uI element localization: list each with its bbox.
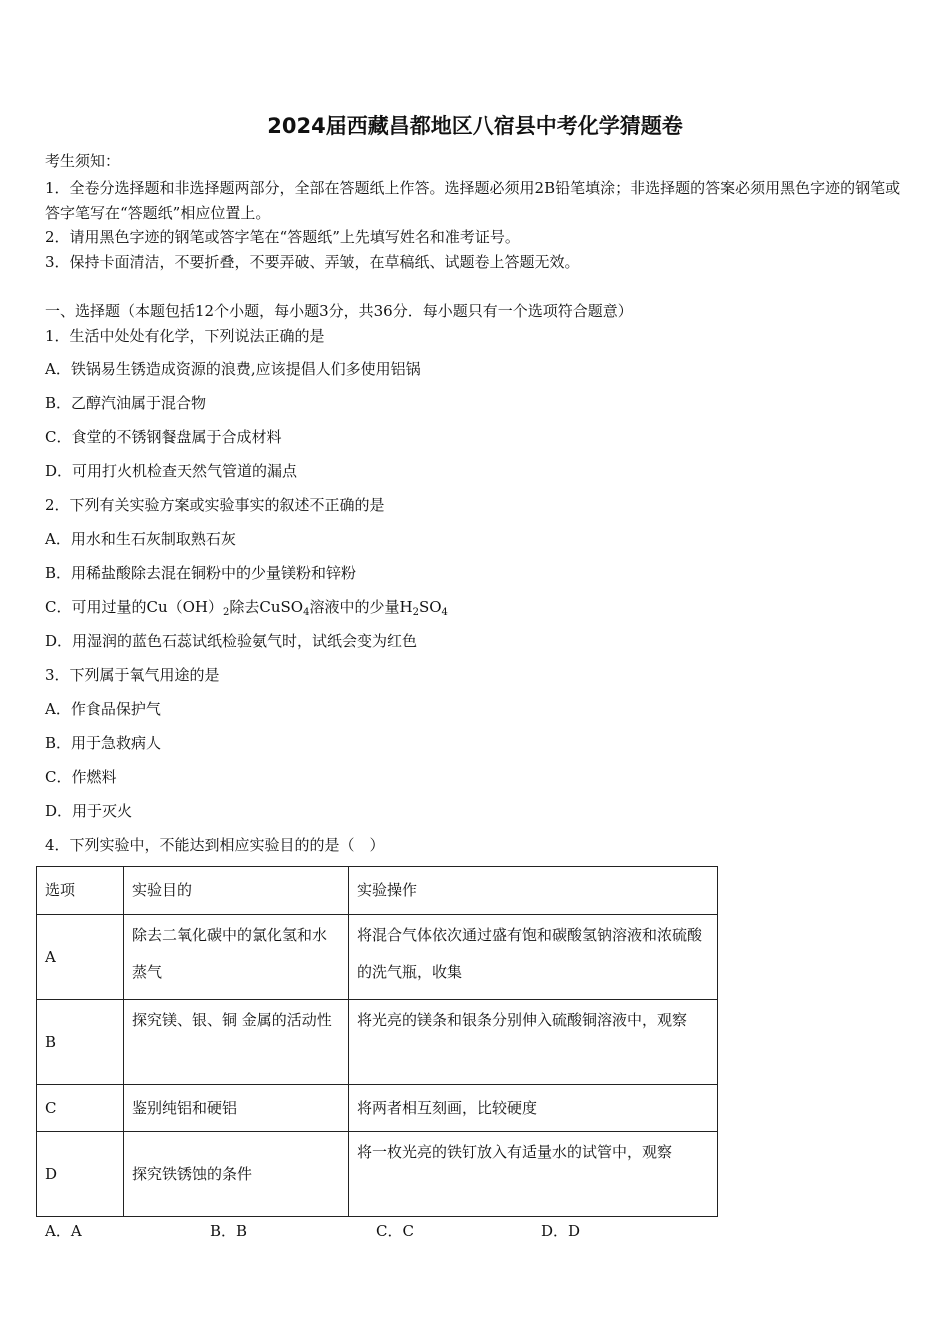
option-c-text-3: 溶液中的少量H <box>309 598 413 616</box>
option-c-text-1: C．可用过量的Cu（OH） <box>45 598 223 616</box>
table-cell: 将两者相互刻画，比较硬度 <box>349 1085 718 1132</box>
question-2-option-c <box>45 596 448 618</box>
table-cell: B <box>37 1000 124 1085</box>
table-cell: 将混合气体依次通过盛有饱和碳酸氢钠溶液和浓硫酸的洗气瓶，收集 <box>349 915 718 1000</box>
table-header: 选项 <box>37 867 124 915</box>
question-3-option-a: A．作食品保护气 <box>45 700 161 718</box>
question-1-option-b: B．乙醇汽油属于混合物 <box>45 394 207 412</box>
question-4-choice-c: C．C <box>376 1222 414 1240</box>
question-3-option-b: B．用于急救病人 <box>45 734 162 752</box>
table-cell: 将一枚光亮的铁钉放入有适量水的试管中，观察 <box>349 1132 718 1217</box>
page-title: 2024届西藏昌都地区八宿县中考化学猜题卷 <box>267 114 683 138</box>
option-c-text-2: 除去CuSO <box>229 598 304 616</box>
section-heading: 一、选择题（本题包括12个小题，每小题3分，共36分．每小题只有一个选项符合题意） <box>45 302 633 320</box>
table-header: 实验目的 <box>124 867 349 915</box>
table-row <box>37 1085 718 1132</box>
subscript-2b: 2 <box>412 607 419 618</box>
table-row <box>37 1000 718 1085</box>
question-1-stem: 1．生活中处处有化学，下列说法正确的是 <box>45 327 325 345</box>
notice-item-1: 1．全卷分选择题和非选择题两部分，全部在答题纸上作答。选择题必须用2B铅笔填涂；非选择题的答案必须用黑色字迹的钢笔或答字笔写在“答题纸”相应位置上。 <box>45 179 901 222</box>
notice-item-3: 3．保持卡面清洁，不要折叠，不要弄破、弄皱，在草稿纸、试题卷上答题无效。 <box>45 253 580 271</box>
question-4-choice-a: A．A <box>45 1222 82 1240</box>
question-1-option-c: C．食堂的不锈钢餐盘属于合成材料 <box>45 428 282 446</box>
table-cell: 除去二氧化碳中的氯化氢和水蒸气 <box>124 915 349 1000</box>
question-3-option-c: C．作燃料 <box>45 768 117 786</box>
question-3-option-d: D．用于灭火 <box>45 802 133 820</box>
question-2-option-d: D．用湿润的蓝色石蕊试纸检验氨气时，试纸会变为红色 <box>45 632 418 650</box>
notice-item-2: 2．请用黑色字迹的钢笔或答字笔在“答题纸”上先填写姓名和准考证号。 <box>45 228 520 246</box>
subscript-2: 2 <box>223 607 230 618</box>
table-row <box>37 915 718 1000</box>
table-cell: D <box>37 1132 124 1217</box>
table-header: 实验操作 <box>349 867 718 915</box>
table-cell: 探究镁、银、铜 金属的活动性 <box>124 1000 349 1085</box>
table-cell: C <box>37 1085 124 1132</box>
question-4-choice-b: B．B <box>210 1222 248 1240</box>
table-header-row <box>37 867 718 915</box>
table-row <box>37 1132 718 1217</box>
table-cell: 探究铁锈蚀的条件 <box>124 1132 349 1217</box>
option-c-text-4: SO <box>418 598 442 616</box>
question-4-stem: 4．下列实验中，不能达到相应实验目的的是（ ） <box>45 836 385 854</box>
subscript-4b: 4 <box>441 607 448 618</box>
question-3-stem: 3．下列属于氧气用途的是 <box>45 666 220 684</box>
notice-heading: 考生须知： <box>45 152 121 170</box>
experiment-table <box>36 866 718 1217</box>
question-2-option-a: A．用水和生石灰制取熟石灰 <box>45 530 236 548</box>
table-cell: 将光亮的镁条和银条分别伸入硫酸铜溶液中，观察 <box>349 1000 718 1085</box>
question-2-option-b: B．用稀盐酸除去混在铜粉中的少量镁粉和锌粉 <box>45 564 357 582</box>
question-4-choice-d: D．D <box>541 1222 581 1240</box>
question-1-option-a: A．铁锅易生锈造成资源的浪费,应该提倡人们多使用铝锅 <box>45 360 421 378</box>
question-2-stem: 2．下列有关实验方案或实验事实的叙述不正确的是 <box>45 496 385 514</box>
table-cell: 鉴别纯铝和硬铝 <box>124 1085 349 1132</box>
subscript-4: 4 <box>303 607 310 618</box>
question-1-option-d: D．可用打火机检查天然气管道的漏点 <box>45 462 298 480</box>
table-cell: A <box>37 915 124 1000</box>
